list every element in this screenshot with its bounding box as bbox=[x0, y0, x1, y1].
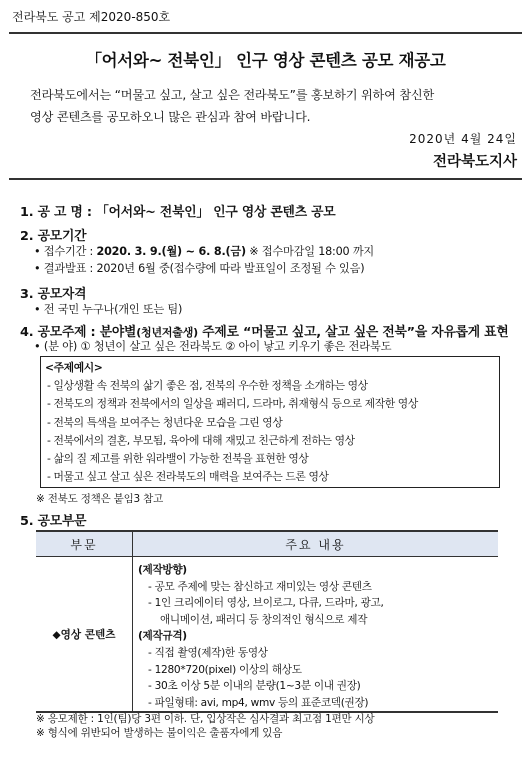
result-announcement: 결과발표 : 2020년 6월 중(접수량에 따라 발표일이 조정될 수 있음) bbox=[43, 262, 365, 275]
example-item: - 전북도의 정책과 전북에서의 일상을 패러디, 드라마, 취재형식 등으로 제작한 영상 bbox=[47, 397, 418, 410]
content-lines bbox=[134, 558, 497, 710]
eligibility: 전 국민 누구나(개인 또는 팀) bbox=[43, 303, 183, 316]
content-line: - 30초 이상 5분 이내의 분량(1~3분 이내 권장) bbox=[148, 680, 361, 693]
footer-note-2: ※ 형식에 위반되어 발생하는 불이익은 출품자에게 있음 bbox=[36, 727, 283, 739]
section-4-suffix: 주제로 “머물고 싶고, 살고 싶은 전북”을 자유롭게 표현 bbox=[197, 325, 509, 340]
policy-reference-note: ※ 전북도 정책은 붙임3 참고 bbox=[36, 493, 164, 505]
content-line: - 공모 주제에 맞는 참신하고 재미있는 영상 콘텐츠 bbox=[148, 580, 372, 593]
section-5-heading: 5. 공모부문 bbox=[20, 514, 87, 529]
row-label-video-content: ◆영상 콘텐츠 bbox=[36, 557, 133, 713]
examples-heading: <주제예시> bbox=[45, 361, 103, 374]
content-subheading: (제작방향) bbox=[138, 564, 187, 576]
section-4-bullet-1: • (분 야) ① 청년이 살고 싶은 전라북도 ② 아이 낳고 키우기 좋은 전라북도 bbox=[34, 340, 392, 353]
fields: (분 야) ① 청년이 살고 싶은 전라북도 ② 아이 낳고 키우기 좋은 전라북도 bbox=[43, 340, 392, 353]
section-2-bullet-1: • 접수기간 : 2020. 3. 9.(월) ~ 6. 8.(금) ※ 접수마감일 18:00 까지 bbox=[34, 245, 375, 258]
intro-line-1: 전라북도에서는 “머물고 싶고, 살고 싶은 전라북도”를 홍보하기 위하여 참신한 bbox=[30, 88, 435, 102]
announcement-date: 2020년 4월 24일 bbox=[409, 132, 517, 146]
header-divider bbox=[9, 178, 522, 180]
section-3-heading: 3. 공모자격 bbox=[20, 287, 87, 302]
section-2-heading: 2. 공모기간 bbox=[20, 229, 87, 244]
issuing-organization: 전라북도지사 bbox=[432, 154, 517, 170]
intro-paragraph bbox=[30, 84, 500, 128]
content-line: - 직접 촬영(제작)한 동영상 bbox=[148, 647, 268, 659]
content-subheading: (제작규격) bbox=[138, 630, 187, 643]
table-header-row bbox=[36, 531, 498, 557]
table-row bbox=[36, 557, 498, 713]
example-item: - 머물고 싶고 살고 싶은 전라북도의 매력을 보여주는 드론 영상 bbox=[47, 470, 329, 483]
section-3-bullet-1: • 전 국민 누구나(개인 또는 팀) bbox=[34, 303, 183, 316]
document-number: 전라북도 공고 제2020-850호 bbox=[12, 10, 171, 24]
section-4-small: (청년저출생) bbox=[136, 326, 198, 339]
column-header-category: 부문 bbox=[36, 531, 133, 557]
column-header-content: 주요 내용 bbox=[133, 531, 499, 557]
section-4-prefix: 4. 공모주제 : 분야별 bbox=[20, 325, 137, 340]
intro-line-2: 영상 콘텐츠를 공모하오니 많은 관심과 참여 바랍니다. bbox=[30, 110, 311, 124]
row-content-cell bbox=[133, 557, 499, 713]
deadline-note: ※ 접수마감일 18:00 까지 bbox=[245, 245, 375, 258]
section-1-title: 1. 공 고 명 : 「어서와~ 전북인」 인구 영상 콘텐츠 공모 bbox=[20, 205, 336, 220]
receipt-period-label: 접수기간 : bbox=[43, 245, 97, 258]
content-line: - 1인 크리에이터 영상, 브이로그, 다큐, 드라마, 광고, bbox=[148, 597, 384, 610]
examples-box bbox=[40, 356, 500, 488]
example-item: - 일상생활 속 전북의 삶기 좋은 점, 전북의 우수한 정책을 소개하는 영상 bbox=[47, 379, 368, 392]
top-divider bbox=[9, 32, 522, 34]
content-line: - 파일형태: avi, mp4, wmv 등의 표준코덱(권장) bbox=[148, 696, 369, 709]
example-item: - 삶의 질 제고를 위한 워라밸이 가능한 전북을 표현한 영상 bbox=[47, 452, 309, 465]
page-title: 「어서와~ 전북인」 인구 영상 콘텐츠 공모 재공고 bbox=[85, 51, 446, 70]
content-line: 애니메이션, 패러디 등 창의적인 형식으로 제작 bbox=[160, 613, 368, 626]
example-item: - 전북의 특색을 보여주는 청년다운 모습을 그린 영상 bbox=[47, 416, 283, 429]
section-2-bullet-2: • 결과발표 : 2020년 6월 중(접수량에 따라 발표일이 조정될 수 있음) bbox=[34, 262, 365, 275]
category-table bbox=[36, 530, 498, 713]
receipt-period-value: 2020. 3. 9.(월) ~ 6. 8.(금) bbox=[96, 245, 246, 258]
example-item: - 전북에서의 결혼, 부모됨, 육아에 대해 재밌고 친근하게 전하는 영상 bbox=[47, 434, 355, 447]
footer-note-1: ※ 응모제한 : 1인(팀)당 3편 이하. 단, 입상작은 심사결과 최고점 1편만 시상 bbox=[36, 713, 375, 725]
content-line: - 1280*720(pixel) 이상의 해상도 bbox=[148, 663, 302, 676]
